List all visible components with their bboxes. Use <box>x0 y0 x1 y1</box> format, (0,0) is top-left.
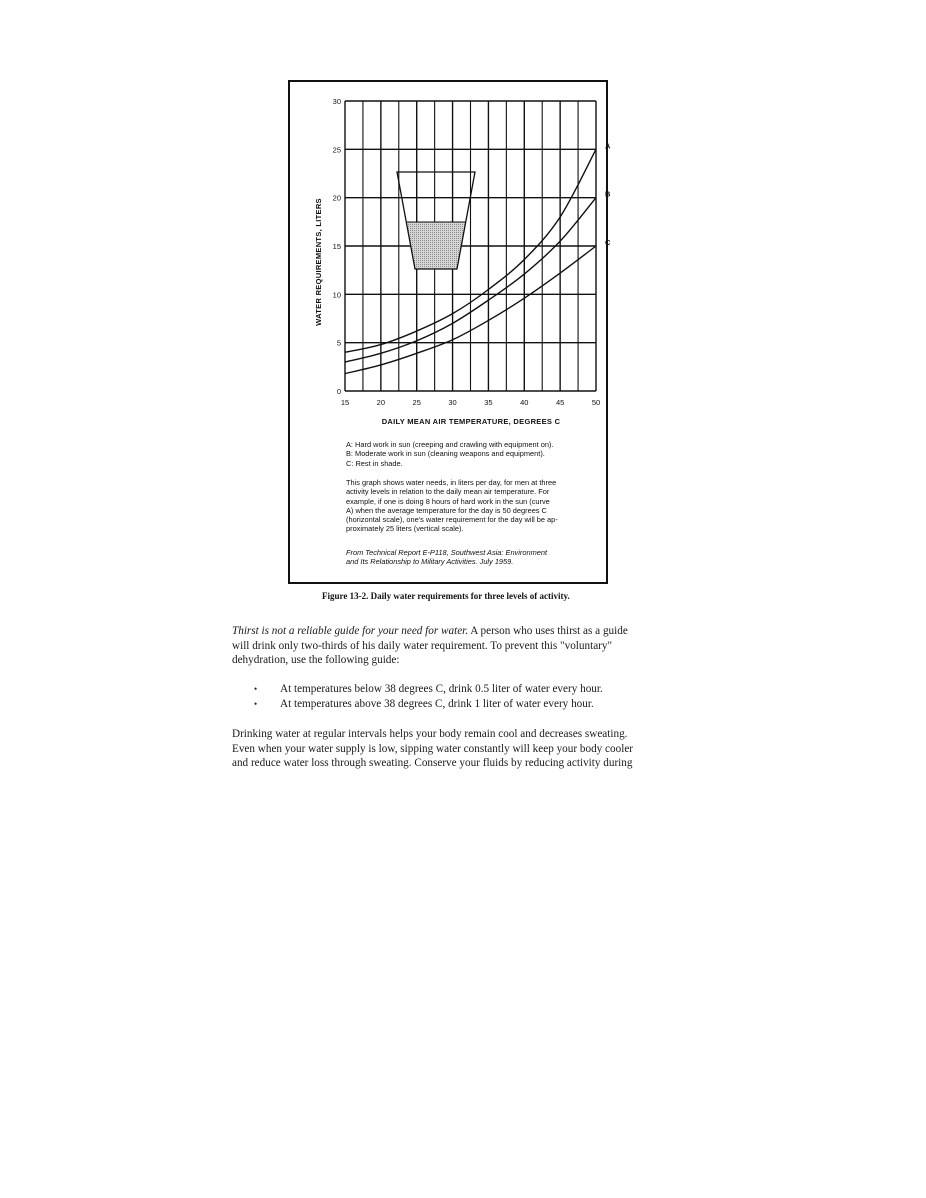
description-line: A) when the average temperature for the day is 50 degrees C <box>346 505 547 515</box>
paragraph-line: and reduce water loss through sweating. Conserve your fluids by reducing activity during <box>232 757 633 770</box>
x-tick-label: 15 <box>340 398 350 407</box>
legend-item-a: A: Hard work in sun (creeping and crawling with equipment on). <box>346 440 554 449</box>
italic-lead: Thirst is not a reliable guide for your need for water. <box>232 625 469 637</box>
chart-grid <box>345 101 596 391</box>
bullet-icon: • <box>254 698 258 709</box>
list-item <box>232 682 702 697</box>
water-cup-illustration <box>397 172 475 269</box>
paragraph-line: Drinking water at regular intervals helps your body remain cool and decreases sweating. <box>232 728 628 740</box>
curve-label-a: A <box>605 141 611 151</box>
paragraph-drinking <box>232 727 702 771</box>
legend-item-b: B: Moderate work in sun (cleaning weapons and equipment). <box>346 449 545 459</box>
x-tick-label: 40 <box>520 398 529 407</box>
x-axis-title: DAILY MEAN AIR TEMPERATURE, DEGREES C <box>381 417 561 426</box>
y-tick-label: 20 <box>332 193 341 203</box>
x-tick-label: 45 <box>555 398 565 407</box>
chart-curves <box>345 141 611 373</box>
line-rest: A person who uses thirst as a guide <box>468 625 628 637</box>
paragraph-line: will drink only two-thirds of his daily water requirement. To prevent this "voluntary" <box>232 639 613 652</box>
guide-bullet-list <box>232 682 702 711</box>
x-tick-label: 35 <box>484 398 493 407</box>
y-tick-label: 0 <box>336 387 341 396</box>
paragraph-line: Even when your water supply is low, sipping water constantly will keep your body cooler <box>232 742 634 755</box>
x-tick-label: 30 <box>448 398 457 407</box>
x-tick-label: 25 <box>412 398 421 407</box>
y-tick-label: 5 <box>336 338 341 348</box>
description-line: proximately 25 liters (vertical scale). <box>346 524 464 534</box>
legend-item-c: C: Rest in shade. <box>346 458 403 468</box>
y-axis-title: WATER REQUIREMENTS, LITERS <box>314 198 323 326</box>
x-tick-label: 50 <box>591 398 601 407</box>
chart-legend <box>346 440 596 468</box>
y-tick-label: 30 <box>332 97 341 106</box>
curve-label-c: C <box>605 238 611 247</box>
bullet-icon: • <box>254 684 258 694</box>
y-tick-label: 15 <box>332 242 341 251</box>
y-tick-label: 25 <box>332 145 341 155</box>
x-tick-label: 20 <box>376 398 386 407</box>
paragraph-thirst <box>232 624 702 668</box>
source-line: From Technical Report E-P118, Southwest Asia: Environment <box>346 548 548 557</box>
curve-label-b: B <box>605 189 611 199</box>
figure-caption: Figure 13-2. Daily water requirements for three levels of activity. <box>322 591 570 601</box>
description-line: example, if one is doing 8 hours of hard work in the sun (curve <box>346 496 550 506</box>
bullet-text: At temperatures above 38 degrees C, drink 1 liter of water every hour. <box>280 697 594 710</box>
cup-water-fill <box>407 222 465 269</box>
chart-source <box>346 548 596 567</box>
description-line: (horizontal scale), one's water requirement for the day will be ap- <box>346 515 558 525</box>
paragraph-line <box>232 624 702 639</box>
chart-description <box>346 478 596 534</box>
paragraph-line: dehydration, use the following guide: <box>232 654 400 667</box>
y-tick-label: 10 <box>332 290 341 300</box>
bullet-text: At temperatures below 38 degrees C, drink 0.5 liter of water every hour. <box>280 683 603 695</box>
description-line: activity levels in relation to the daily mean air temperature. For <box>346 487 550 497</box>
source-line: and Its Relationship to Military Activities. July 1959. <box>346 557 514 567</box>
description-line: This graph shows water needs, in liters per day, for men at three <box>346 478 557 487</box>
list-item <box>232 697 702 712</box>
